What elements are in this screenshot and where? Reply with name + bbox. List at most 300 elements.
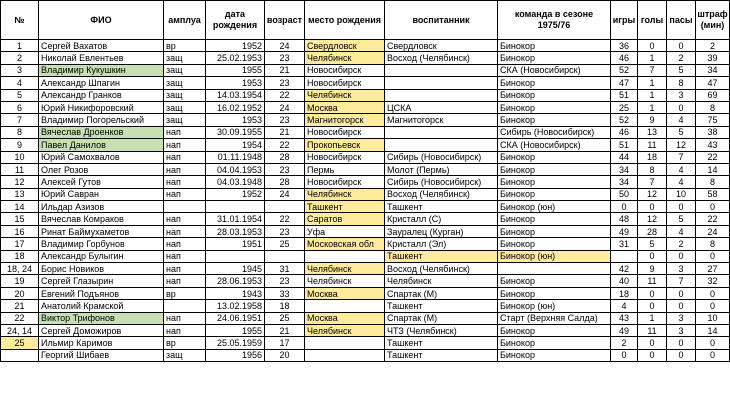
cell-dob: 13.02.1958 xyxy=(206,300,265,312)
cell-school: Ташкент xyxy=(385,337,498,349)
cell-dob: 31.01.1954 xyxy=(206,213,265,225)
cell-position: вр xyxy=(164,287,206,299)
cell-assists: 10 xyxy=(667,188,696,200)
cell-games: 31 xyxy=(611,238,638,250)
cell-team: Бинокор xyxy=(498,337,611,349)
cell-games: 25 xyxy=(611,101,638,113)
cell-assists: 2 xyxy=(667,238,696,250)
cell-birthplace xyxy=(305,349,385,361)
table-row xyxy=(1,188,730,200)
cell-position xyxy=(164,201,206,213)
cell-age: 24 xyxy=(265,101,305,113)
cell-name: Ринат Баймухаметов xyxy=(39,225,164,237)
table-row xyxy=(1,275,730,287)
cell-birthplace: Москва xyxy=(305,287,385,299)
cell-age: 21 xyxy=(265,64,305,76)
cell-birthplace: Свердловск xyxy=(305,40,385,52)
cell-assists: 0 xyxy=(667,250,696,262)
cell-goals: 9 xyxy=(638,114,667,126)
cell-goals: 11 xyxy=(638,139,667,151)
cell-age: 21 xyxy=(265,324,305,336)
cell-age: 33 xyxy=(265,287,305,299)
table-row xyxy=(1,238,730,250)
cell-team: Бинокор xyxy=(498,349,611,361)
cell-birthplace: Челябинск xyxy=(305,275,385,287)
cell-num: 6 xyxy=(1,101,39,113)
cell-games: 51 xyxy=(611,139,638,151)
cell-dob: 28.03.1953 xyxy=(206,225,265,237)
cell-team: Бинокор xyxy=(498,52,611,64)
table-row xyxy=(1,300,730,312)
cell-games: 18 xyxy=(611,287,638,299)
cell-dob: 25.02.1953 xyxy=(206,52,265,64)
cell-pim: 47 xyxy=(696,77,730,89)
cell-position: нап xyxy=(164,126,206,138)
table-row xyxy=(1,64,730,76)
cell-games xyxy=(611,250,638,262)
cell-assists: 0 xyxy=(667,349,696,361)
cell-school: Кристалл (С) xyxy=(385,213,498,225)
cell-goals: 13 xyxy=(638,126,667,138)
cell-school: Ташкент xyxy=(385,349,498,361)
cell-school xyxy=(385,64,498,76)
cell-pim: 32 xyxy=(696,275,730,287)
cell-birthplace: Пермь xyxy=(305,163,385,175)
cell-games: 42 xyxy=(611,263,638,275)
cell-games: 43 xyxy=(611,312,638,324)
cell-num: 16 xyxy=(1,225,39,237)
cell-name: Владимир Кукушкин xyxy=(39,64,164,76)
cell-age: 22 xyxy=(265,89,305,101)
table-row xyxy=(1,101,730,113)
cell-position: защ xyxy=(164,114,206,126)
table-row xyxy=(1,77,730,89)
header-goals: голы xyxy=(638,1,667,40)
cell-pim: 0 xyxy=(696,337,730,349)
cell-goals: 7 xyxy=(638,64,667,76)
cell-pim: 14 xyxy=(696,324,730,336)
cell-num: 18 xyxy=(1,250,39,262)
cell-name: Владимир Погорельский xyxy=(39,114,164,126)
table-row xyxy=(1,114,730,126)
cell-dob: 1953 xyxy=(206,114,265,126)
cell-team: Бинокор xyxy=(498,238,611,250)
cell-goals: 0 xyxy=(638,349,667,361)
cell-assists: 0 xyxy=(667,337,696,349)
cell-assists: 3 xyxy=(667,89,696,101)
cell-birthplace: Челябинск xyxy=(305,52,385,64)
cell-team: Бинокор xyxy=(498,287,611,299)
cell-dob xyxy=(206,250,265,262)
cell-assists: 8 xyxy=(667,77,696,89)
cell-pim: 8 xyxy=(696,101,730,113)
table-row xyxy=(1,176,730,188)
table-row xyxy=(1,52,730,64)
cell-pim: 43 xyxy=(696,139,730,151)
cell-position: защ xyxy=(164,64,206,76)
cell-goals: 7 xyxy=(638,176,667,188)
cell-team: Бинокор xyxy=(498,40,611,52)
cell-pim: 27 xyxy=(696,263,730,275)
cell-school xyxy=(385,89,498,101)
cell-team: Бинокор xyxy=(498,114,611,126)
cell-games: 46 xyxy=(611,52,638,64)
cell-dob: 04.03.1948 xyxy=(206,176,265,188)
cell-pim: 0 xyxy=(696,250,730,262)
cell-assists: 0 xyxy=(667,300,696,312)
cell-school xyxy=(385,126,498,138)
cell-birthplace: Москва xyxy=(305,101,385,113)
cell-birthplace: Саратов xyxy=(305,213,385,225)
cell-position: нап xyxy=(164,213,206,225)
cell-num: 9 xyxy=(1,139,39,151)
cell-dob: 1943 xyxy=(206,287,265,299)
cell-pim: 10 xyxy=(696,312,730,324)
cell-goals: 1 xyxy=(638,312,667,324)
cell-team: СКА (Новосибирск) xyxy=(498,139,611,151)
header-dob: дата рождения xyxy=(206,1,265,40)
header-games: игры xyxy=(611,1,638,40)
header-position: амплуа xyxy=(164,1,206,40)
cell-birthplace: Челябинск xyxy=(305,188,385,200)
table-row xyxy=(1,312,730,324)
cell-school: Восход (Челябинск) xyxy=(385,188,498,200)
cell-games: 40 xyxy=(611,275,638,287)
cell-goals: 8 xyxy=(638,163,667,175)
cell-school: Спартак (М) xyxy=(385,312,498,324)
cell-assists: 2 xyxy=(667,52,696,64)
cell-num: 24, 14 xyxy=(1,324,39,336)
table-row xyxy=(1,201,730,213)
cell-name: Николай Евлентьев xyxy=(39,52,164,64)
cell-goals: 28 xyxy=(638,225,667,237)
cell-dob: 28.06.1953 xyxy=(206,275,265,287)
cell-name: Павел Данилов xyxy=(39,139,164,151)
cell-assists: 5 xyxy=(667,126,696,138)
cell-position: нап xyxy=(164,225,206,237)
cell-name: Виктор Трифонов xyxy=(39,312,164,324)
cell-position: нап xyxy=(164,250,206,262)
cell-age: 20 xyxy=(265,349,305,361)
cell-num: 14 xyxy=(1,201,39,213)
cell-pim: 0 xyxy=(696,349,730,361)
cell-team: Бинокор xyxy=(498,275,611,287)
cell-team: Бинокор xyxy=(498,101,611,113)
cell-name: Вячеслав Дроенков xyxy=(39,126,164,138)
cell-pim: 8 xyxy=(696,176,730,188)
header-birthplace: место рождения xyxy=(305,1,385,40)
cell-dob: 01.11.1948 xyxy=(206,151,265,163)
cell-position: нап xyxy=(164,188,206,200)
cell-birthplace: Новосибирск xyxy=(305,176,385,188)
cell-school: Ташкент xyxy=(385,201,498,213)
cell-team: Бинокор xyxy=(498,213,611,225)
cell-age: 22 xyxy=(265,139,305,151)
cell-dob: 1952 xyxy=(206,40,265,52)
cell-birthplace: Прокопьевск xyxy=(305,139,385,151)
cell-age: 23 xyxy=(265,52,305,64)
cell-name: Сергей Доможиров xyxy=(39,324,164,336)
cell-dob: 04.04.1953 xyxy=(206,163,265,175)
cell-pim: 69 xyxy=(696,89,730,101)
cell-school: Магнитогорск xyxy=(385,114,498,126)
cell-school: ЦСКА xyxy=(385,101,498,113)
cell-age xyxy=(265,201,305,213)
cell-num: 22 xyxy=(1,312,39,324)
table-row xyxy=(1,40,730,52)
cell-goals: 1 xyxy=(638,89,667,101)
cell-school: Восход (Челябинск) xyxy=(385,263,498,275)
cell-birthplace: Московская обл xyxy=(305,238,385,250)
cell-dob: 25.05.1959 xyxy=(206,337,265,349)
cell-age xyxy=(265,250,305,262)
cell-assists: 5 xyxy=(667,213,696,225)
cell-pim: 22 xyxy=(696,213,730,225)
cell-position: нап xyxy=(164,324,206,336)
cell-position: нап xyxy=(164,176,206,188)
header-pim: штраф (мин) xyxy=(696,1,730,40)
cell-age: 25 xyxy=(265,238,305,250)
cell-age: 23 xyxy=(265,114,305,126)
cell-age: 25 xyxy=(265,312,305,324)
cell-birthplace: Уфа xyxy=(305,225,385,237)
cell-num: 7 xyxy=(1,114,39,126)
cell-birthplace: Новосибирск xyxy=(305,77,385,89)
cell-school: Кристалл (Эл) xyxy=(385,238,498,250)
cell-name: Владимир Горбунов xyxy=(39,238,164,250)
cell-games: 52 xyxy=(611,114,638,126)
cell-dob: 1955 xyxy=(206,64,265,76)
cell-name: Юрий Савран xyxy=(39,188,164,200)
cell-num: 25 xyxy=(1,337,39,349)
table-row xyxy=(1,151,730,163)
table-row xyxy=(1,263,730,275)
cell-goals: 0 xyxy=(638,337,667,349)
cell-pim: 2 xyxy=(696,40,730,52)
cell-age: 31 xyxy=(265,263,305,275)
cell-name: Сергей Вахатов xyxy=(39,40,164,52)
cell-goals: 0 xyxy=(638,201,667,213)
table-row xyxy=(1,139,730,151)
cell-pim: 75 xyxy=(696,114,730,126)
cell-goals: 5 xyxy=(638,238,667,250)
cell-pim: 38 xyxy=(696,126,730,138)
cell-school xyxy=(385,139,498,151)
cell-num: 1 xyxy=(1,40,39,52)
cell-team: Бинокор xyxy=(498,163,611,175)
cell-position: защ xyxy=(164,349,206,361)
cell-age: 28 xyxy=(265,176,305,188)
cell-age: 23 xyxy=(265,225,305,237)
cell-school: Сибирь (Новосибирск) xyxy=(385,151,498,163)
cell-name: Сергей Глазырин xyxy=(39,275,164,287)
cell-school xyxy=(385,77,498,89)
cell-team: Бинокор xyxy=(498,188,611,200)
cell-school: Восход (Челябинск) xyxy=(385,52,498,64)
cell-dob: 30.09.1955 xyxy=(206,126,265,138)
cell-pim: 24 xyxy=(696,225,730,237)
cell-goals: 12 xyxy=(638,213,667,225)
table-row xyxy=(1,126,730,138)
cell-assists: 0 xyxy=(667,40,696,52)
header-age: возраст xyxy=(265,1,305,40)
cell-position: нап xyxy=(164,139,206,151)
cell-birthplace xyxy=(305,300,385,312)
table-row xyxy=(1,213,730,225)
cell-age: 18 xyxy=(265,300,305,312)
cell-position: нап xyxy=(164,238,206,250)
cell-dob: 1955 xyxy=(206,324,265,336)
cell-dob: 1951 xyxy=(206,238,265,250)
table-row xyxy=(1,225,730,237)
table-row xyxy=(1,324,730,336)
cell-position: защ xyxy=(164,89,206,101)
cell-name: Олег Розов xyxy=(39,163,164,175)
cell-games: 36 xyxy=(611,40,638,52)
header-name: ФИО xyxy=(39,1,164,40)
cell-position: нап xyxy=(164,163,206,175)
cell-dob: 1945 xyxy=(206,263,265,275)
cell-num: 5 xyxy=(1,89,39,101)
cell-num: 10 xyxy=(1,151,39,163)
cell-birthplace: Москва xyxy=(305,312,385,324)
header-num: № xyxy=(1,1,39,40)
cell-goals: 11 xyxy=(638,275,667,287)
cell-team: СКА (Новосибирск) xyxy=(498,64,611,76)
table-row xyxy=(1,349,730,361)
cell-age: 23 xyxy=(265,77,305,89)
cell-num xyxy=(1,349,39,361)
cell-pim: 0 xyxy=(696,201,730,213)
cell-position xyxy=(164,300,206,312)
cell-position: вр xyxy=(164,40,206,52)
cell-school: Ташкент xyxy=(385,300,498,312)
cell-dob: 1953 xyxy=(206,77,265,89)
cell-assists: 4 xyxy=(667,176,696,188)
cell-age: 28 xyxy=(265,151,305,163)
cell-team: Старт (Верхняя Салда) xyxy=(498,312,611,324)
table-row xyxy=(1,89,730,101)
cell-games: 48 xyxy=(611,213,638,225)
cell-dob: 1956 xyxy=(206,349,265,361)
cell-team: Бинокор (юн) xyxy=(498,250,611,262)
cell-num: 12 xyxy=(1,176,39,188)
cell-team: Бинокор xyxy=(498,89,611,101)
cell-games: 47 xyxy=(611,77,638,89)
cell-name: Александр Булыгин xyxy=(39,250,164,262)
cell-num: 13 xyxy=(1,188,39,200)
cell-position: нап xyxy=(164,312,206,324)
cell-school: Сибирь (Новосибирск) xyxy=(385,176,498,188)
cell-dob: 24.06.1951 xyxy=(206,312,265,324)
cell-position: защ xyxy=(164,52,206,64)
cell-pim: 0 xyxy=(696,300,730,312)
cell-team: Бинокор xyxy=(498,151,611,163)
cell-birthplace: Челябинск xyxy=(305,263,385,275)
cell-assists: 4 xyxy=(667,114,696,126)
cell-pim: 39 xyxy=(696,52,730,64)
cell-school: Челябинск xyxy=(385,275,498,287)
cell-birthplace xyxy=(305,337,385,349)
cell-position: защ xyxy=(164,101,206,113)
cell-assists: 4 xyxy=(667,163,696,175)
cell-num: 15 xyxy=(1,213,39,225)
cell-games: 34 xyxy=(611,163,638,175)
cell-assists: 3 xyxy=(667,324,696,336)
cell-position: защ xyxy=(164,77,206,89)
cell-team: Бинокор xyxy=(498,176,611,188)
cell-age: 23 xyxy=(265,163,305,175)
cell-dob: 16.02.1952 xyxy=(206,101,265,113)
table-body xyxy=(1,40,730,362)
cell-goals: 12 xyxy=(638,188,667,200)
cell-num: 21 xyxy=(1,300,39,312)
cell-assists: 7 xyxy=(667,151,696,163)
cell-pim: 34 xyxy=(696,64,730,76)
cell-dob xyxy=(206,201,265,213)
cell-age: 24 xyxy=(265,188,305,200)
cell-birthplace: Новосибирск xyxy=(305,151,385,163)
cell-birthplace xyxy=(305,250,385,262)
cell-name: Борис Новиков xyxy=(39,263,164,275)
cell-dob: 14.03.1954 xyxy=(206,89,265,101)
cell-school: Ташкент xyxy=(385,250,498,262)
cell-games: 52 xyxy=(611,64,638,76)
cell-school: Спартак (М) xyxy=(385,287,498,299)
cell-assists: 0 xyxy=(667,201,696,213)
cell-age: 17 xyxy=(265,337,305,349)
cell-birthplace: Ташкент xyxy=(305,201,385,213)
cell-assists: 0 xyxy=(667,287,696,299)
cell-name: Александр Гранков xyxy=(39,89,164,101)
cell-age: 22 xyxy=(265,213,305,225)
cell-goals: 1 xyxy=(638,52,667,64)
cell-num: 4 xyxy=(1,77,39,89)
cell-birthplace: Магнитогорск xyxy=(305,114,385,126)
cell-games: 49 xyxy=(611,324,638,336)
cell-name: Алексей Гутов xyxy=(39,176,164,188)
cell-num: 3 xyxy=(1,64,39,76)
cell-goals: 0 xyxy=(638,300,667,312)
cell-goals: 11 xyxy=(638,324,667,336)
cell-age: 24 xyxy=(265,40,305,52)
cell-games: 46 xyxy=(611,126,638,138)
cell-num: 20 xyxy=(1,287,39,299)
cell-num: 2 xyxy=(1,52,39,64)
cell-games: 4 xyxy=(611,300,638,312)
cell-team: Бинокор (юн) xyxy=(498,201,611,213)
header-school: воспитанник xyxy=(385,1,498,40)
cell-goals: 0 xyxy=(638,287,667,299)
cell-name: Александр Шпагин xyxy=(39,77,164,89)
cell-games: 50 xyxy=(611,188,638,200)
cell-team: Бинокор (юн) xyxy=(498,300,611,312)
cell-goals: 9 xyxy=(638,263,667,275)
cell-name: Юрий Никифоровский xyxy=(39,101,164,113)
cell-goals: 0 xyxy=(638,40,667,52)
cell-position: нап xyxy=(164,275,206,287)
cell-team: Сибирь (Новосибирск) xyxy=(498,126,611,138)
cell-assists: 3 xyxy=(667,263,696,275)
table-row xyxy=(1,163,730,175)
cell-name: Анатолий Крамской xyxy=(39,300,164,312)
cell-goals: 1 xyxy=(638,77,667,89)
table-row xyxy=(1,337,730,349)
cell-name: Ильдар Азизов xyxy=(39,201,164,213)
cell-goals: 1 xyxy=(638,101,667,113)
cell-team xyxy=(498,263,611,275)
cell-position: нап xyxy=(164,263,206,275)
